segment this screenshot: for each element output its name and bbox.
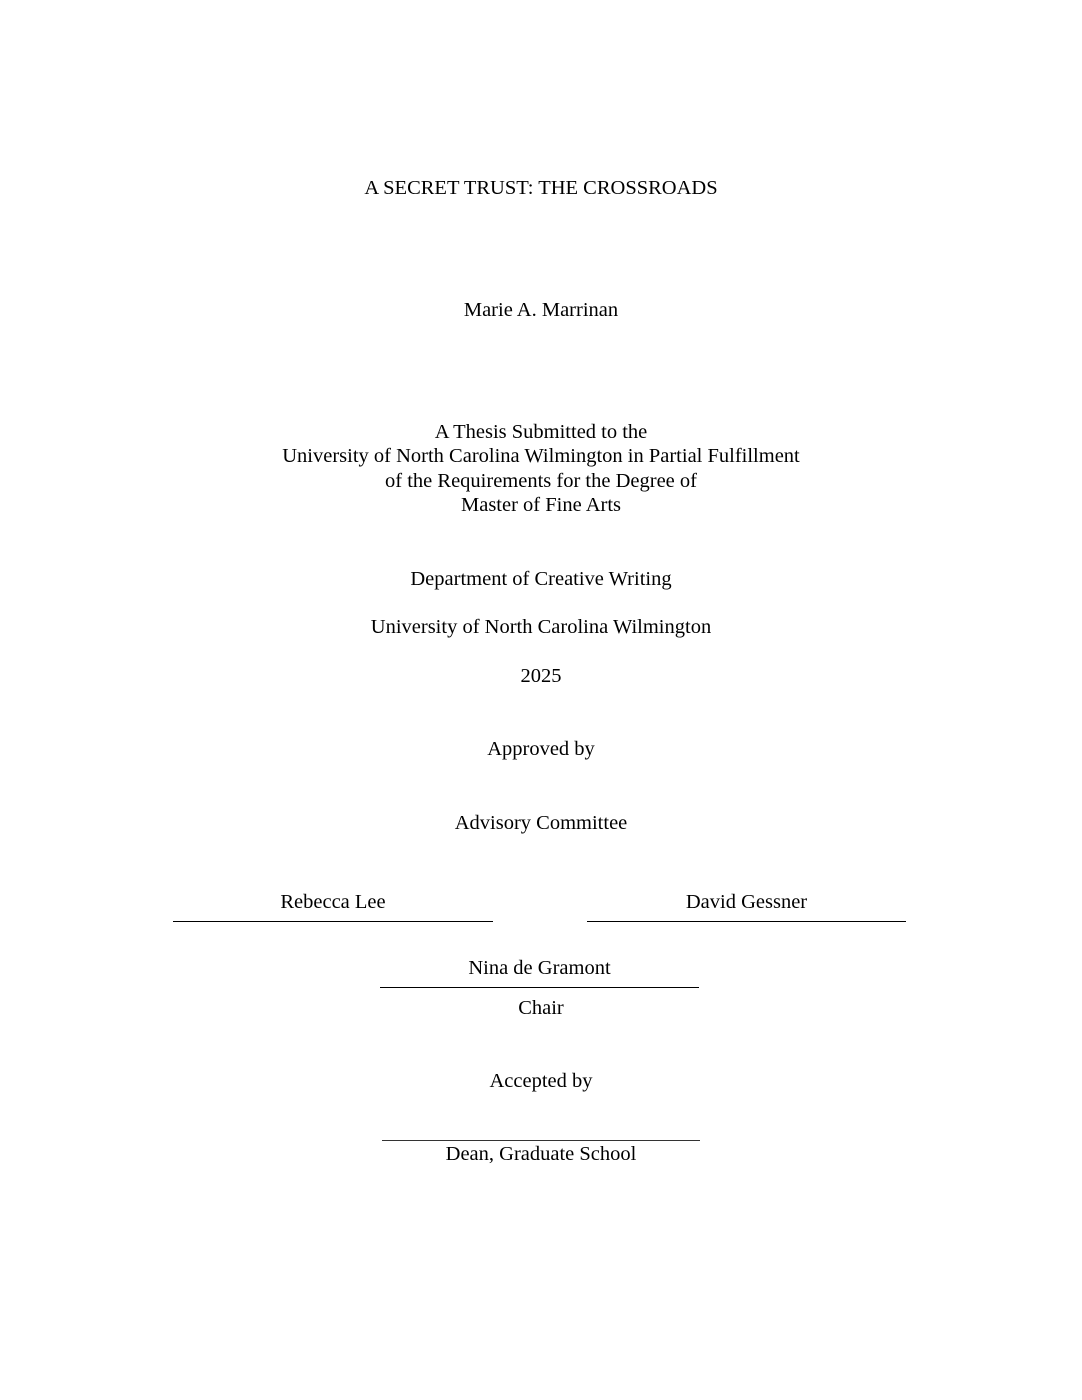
submission-line: of the Requirements for the Degree of [385,469,697,492]
submission-statement [0,420,1082,517]
signature-line-dean [382,1140,700,1141]
committee-member-right: David Gessner [685,891,808,913]
university: University of North Carolina Wilmington [370,616,712,638]
submission-line: Master of Fine Arts [461,493,621,516]
signature-line-left [173,921,493,922]
signature-line-right [587,921,906,922]
accepted-by-label: Accepted by [489,1070,593,1092]
year: 2025 [520,665,562,687]
chair-label: Chair [518,997,564,1019]
approved-by-label: Approved by [487,738,595,760]
submission-line: A Thesis Submitted to the [434,421,648,443]
committee-member-left: Rebecca Lee [280,891,386,913]
author-name: Marie A. Marrinan [463,299,619,321]
dean-label: Dean, Graduate School [445,1143,637,1165]
committee-chair-name: Nina de Gramont [468,957,611,979]
signature-line-chair [380,987,699,988]
submission-line: University of North Carolina Wilmington in Partial Fulfillment [282,445,800,468]
thesis-title: A SECRET TRUST: THE CROSSROADS [364,177,718,199]
department: Department of Creative Writing [410,568,672,590]
advisory-committee-heading: Advisory Committee [454,812,628,834]
